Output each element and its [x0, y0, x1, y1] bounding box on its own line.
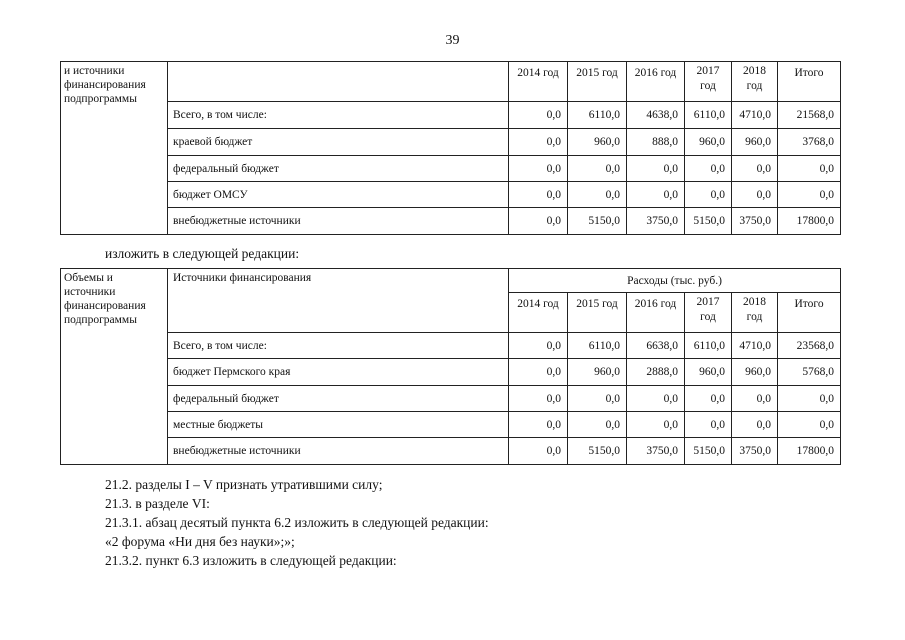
value-cell: 960,0 [732, 359, 778, 386]
source-cell: Всего, в том числе: [168, 333, 509, 359]
table-row [61, 102, 841, 129]
year-header: 2015 год [568, 293, 627, 333]
year-header: 2014 год [509, 62, 568, 102]
value-cell: 3750,0 [627, 438, 685, 465]
source-cell: бюджет Пермского края [168, 359, 509, 386]
value-cell: 0,0 [778, 412, 841, 438]
year-header: 2018 год [732, 62, 778, 102]
paragraph: 21.3.2. пункт 6.3 изложить в следующей редакции: [105, 553, 397, 568]
value-cell: 0,0 [509, 438, 568, 465]
budget-table-new [60, 268, 841, 465]
value-cell: 0,0 [685, 386, 732, 412]
value-cell: 3750,0 [627, 208, 685, 235]
table-row [61, 386, 841, 412]
value-cell: 17800,0 [778, 208, 841, 235]
table-row [61, 412, 841, 438]
expenses-header: Расходы (тыс. руб.) [509, 269, 841, 293]
table-row [61, 129, 841, 156]
value-cell: 960,0 [685, 129, 732, 156]
paragraph: 21.3. в разделе VI: [105, 496, 210, 511]
value-cell: 0,0 [778, 156, 841, 182]
value-cell: 0,0 [732, 156, 778, 182]
value-cell: 960,0 [568, 129, 627, 156]
value-cell: 23568,0 [778, 333, 841, 359]
value-cell: 0,0 [778, 182, 841, 208]
value-cell: 0,0 [568, 156, 627, 182]
value-cell: 0,0 [509, 333, 568, 359]
table-row [61, 359, 841, 386]
value-cell: 0,0 [627, 156, 685, 182]
year-header: 2016 год [627, 62, 685, 102]
budget-table-old [60, 61, 841, 235]
total-header: Итого [778, 293, 841, 333]
value-cell: 5150,0 [685, 438, 732, 465]
table-row [61, 156, 841, 182]
paragraph: «2 форума «Ни дня без науки»;»; [105, 534, 295, 549]
value-cell: 6638,0 [627, 333, 685, 359]
table-row [61, 333, 841, 359]
source-cell: внебюджетные источники [168, 438, 509, 465]
value-cell: 0,0 [685, 412, 732, 438]
instruction-text: изложить в следующей редакции: [105, 246, 300, 261]
value-cell: 0,0 [509, 412, 568, 438]
value-cell: 0,0 [627, 182, 685, 208]
row-label-cell: Объемы и источники финансирования подпрограммы [61, 269, 168, 465]
value-cell: 0,0 [732, 412, 778, 438]
value-cell: 0,0 [732, 386, 778, 412]
year-header: 2017 год [685, 293, 732, 333]
value-cell: 2888,0 [627, 359, 685, 386]
value-cell: 960,0 [732, 129, 778, 156]
value-cell: 0,0 [568, 386, 627, 412]
value-cell: 4638,0 [627, 102, 685, 129]
value-cell: 6110,0 [685, 102, 732, 129]
source-cell: внебюджетные источники [168, 208, 509, 235]
year-header: 2014 год [509, 293, 568, 333]
table-row [61, 208, 841, 235]
source-cell: федеральный бюджет [168, 156, 509, 182]
empty-header-cell [168, 62, 509, 102]
value-cell: 0,0 [509, 156, 568, 182]
total-header: Итого [778, 62, 841, 102]
value-cell: 6110,0 [568, 102, 627, 129]
source-cell: местные бюджеты [168, 412, 509, 438]
value-cell: 0,0 [732, 182, 778, 208]
table-row [61, 182, 841, 208]
table-header-row [61, 269, 841, 293]
value-cell: 3768,0 [778, 129, 841, 156]
value-cell: 0,0 [627, 386, 685, 412]
value-cell: 17800,0 [778, 438, 841, 465]
value-cell: 0,0 [778, 386, 841, 412]
value-cell: 0,0 [509, 182, 568, 208]
source-cell: краевой бюджет [168, 129, 509, 156]
year-header: 2015 год [568, 62, 627, 102]
value-cell: 0,0 [509, 208, 568, 235]
value-cell: 0,0 [509, 386, 568, 412]
value-cell: 6110,0 [568, 333, 627, 359]
year-header: 2016 год [627, 293, 685, 333]
value-cell: 5150,0 [685, 208, 732, 235]
value-cell: 960,0 [568, 359, 627, 386]
table-row [61, 438, 841, 465]
value-cell: 0,0 [509, 102, 568, 129]
value-cell: 5150,0 [568, 438, 627, 465]
year-header: 2017 год [685, 62, 732, 102]
value-cell: 0,0 [509, 359, 568, 386]
value-cell: 5150,0 [568, 208, 627, 235]
value-cell: 0,0 [627, 412, 685, 438]
sources-header: Источники финансирования [168, 269, 509, 333]
value-cell: 888,0 [627, 129, 685, 156]
source-cell: федеральный бюджет [168, 386, 509, 412]
paragraph: 21.2. разделы I – V признать утратившими силу; [105, 477, 383, 492]
value-cell: 21568,0 [778, 102, 841, 129]
source-cell: Всего, в том числе: [168, 102, 509, 129]
value-cell: 4710,0 [732, 333, 778, 359]
page-number: 39 [445, 33, 460, 48]
paragraph: 21.3.1. абзац десятый пункта 6.2 изложить в следующей редакции: [105, 515, 489, 530]
value-cell: 6110,0 [685, 333, 732, 359]
value-cell: 0,0 [685, 182, 732, 208]
value-cell: 0,0 [568, 182, 627, 208]
source-cell: бюджет ОМСУ [168, 182, 509, 208]
value-cell: 3750,0 [732, 438, 778, 465]
value-cell: 4710,0 [732, 102, 778, 129]
year-header: 2018 год [732, 293, 778, 333]
value-cell: 0,0 [685, 156, 732, 182]
value-cell: 5768,0 [778, 359, 841, 386]
value-cell: 3750,0 [732, 208, 778, 235]
row-label-cell: и источники финансирования подпрограммы [61, 62, 168, 235]
value-cell: 0,0 [568, 412, 627, 438]
value-cell: 0,0 [509, 129, 568, 156]
value-cell: 960,0 [685, 359, 732, 386]
table-header-row [61, 62, 841, 102]
